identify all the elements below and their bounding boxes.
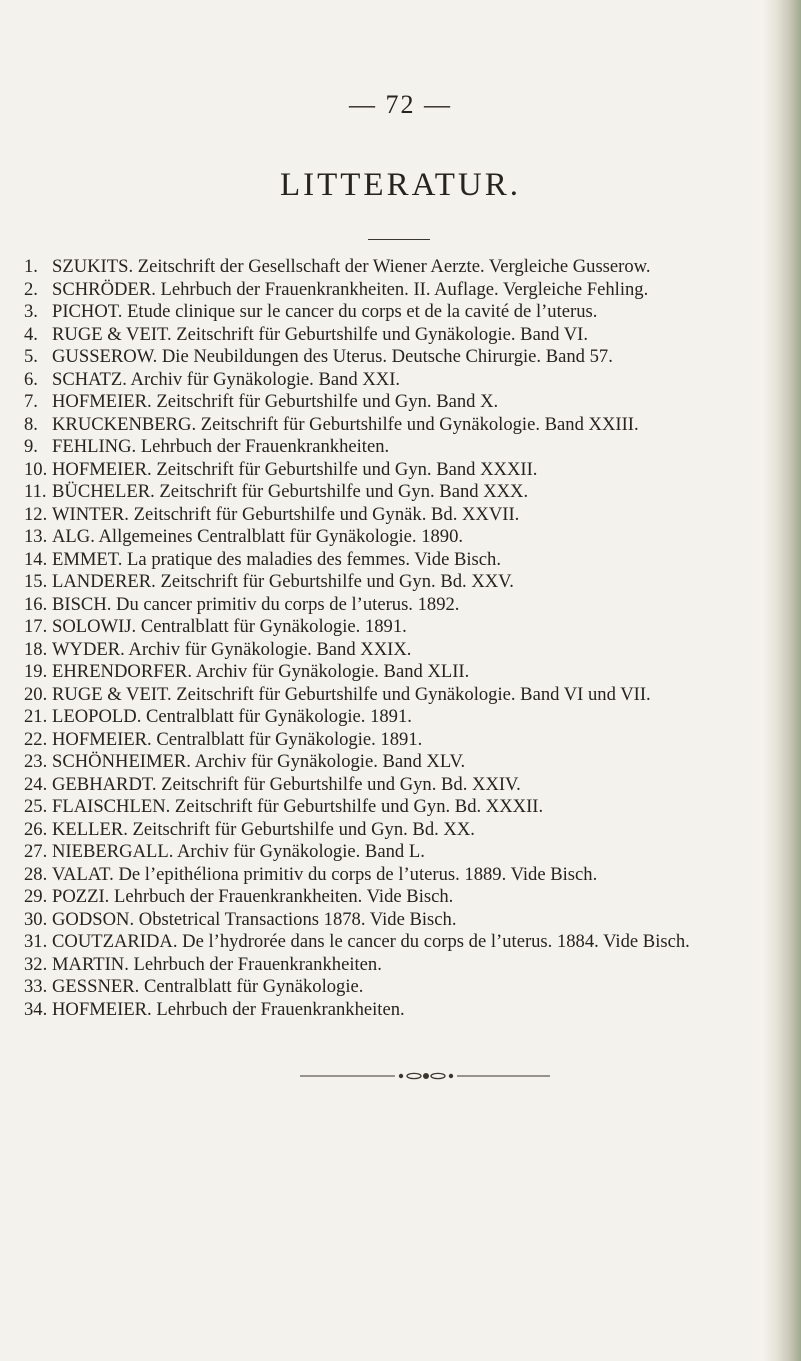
bibliography-entry xyxy=(24,369,759,392)
bibliography-entry xyxy=(24,594,759,617)
entry-text: VALAT. De l’epithéliona primitiv du corps de l’uterus. 1889. Vide Bisch. xyxy=(52,863,598,885)
entry-number: 33. xyxy=(24,976,48,997)
entry-number: 2. xyxy=(24,278,38,300)
entry-text: RUGE & VEIT. Zeitschrift für Geburtshilfe und Gynäkologie. Band VI und VII. xyxy=(52,683,651,705)
bibliography-entry xyxy=(24,481,759,504)
bibliography-entry xyxy=(24,346,759,369)
entry-number: 17. xyxy=(24,616,48,637)
bibliography-entry xyxy=(24,526,759,549)
entry-number: 8. xyxy=(24,413,38,435)
entry-text: FEHLING. Lehrbuch der Frauenkrankheiten. xyxy=(52,436,390,457)
entry-text: SCHRÖDER. Lehrbuch der Frauenkrankheiten. II. Auflage. Vergleiche Fehling. xyxy=(52,278,649,300)
entry-text: SCHÖNHEIMER. Archiv für Gynäkologie. Band XLV. xyxy=(52,751,466,772)
bibliography-entry xyxy=(24,886,759,909)
bibliography-list xyxy=(24,256,759,1021)
bibliography-entry xyxy=(24,256,759,279)
entry-number: 3. xyxy=(24,301,38,322)
entry-text: KRUCKENBERG. Zeitschrift für Geburtshilfe und Gynäkologie. Band XXIII. xyxy=(52,413,639,435)
page-number: — 72 — xyxy=(349,90,452,119)
bibliography-entry xyxy=(24,436,759,459)
entry-number: 14. xyxy=(24,548,48,570)
entry-number: 7. xyxy=(24,391,38,412)
bibliography-entry xyxy=(24,976,759,999)
entry-text: LEOPOLD. Centralblatt für Gynäkologie. 1891. xyxy=(52,706,412,727)
entry-number: 5. xyxy=(24,346,38,367)
page-edge-shadow xyxy=(763,0,801,1361)
entry-number: 21. xyxy=(24,706,48,727)
entry-text: BÜCHELER. Zeitschrift für Geburtshilfe und Gyn. Band XXX. xyxy=(52,481,529,502)
entry-number: 12. xyxy=(24,503,48,525)
entry-number: 10. xyxy=(24,458,48,480)
bibliography-entry xyxy=(24,774,759,797)
bibliography-entry xyxy=(24,301,759,324)
entry-text: FLAISCHLEN. Zeitschrift für Geburtshilfe und Gyn. Bd. XXXII. xyxy=(52,796,544,817)
closing-ornament-rule xyxy=(300,1070,550,1082)
bibliography-entry xyxy=(24,841,759,864)
entry-number: 11. xyxy=(24,481,47,502)
entry-number: 1. xyxy=(24,256,38,277)
entry-number: 26. xyxy=(24,818,48,840)
entry-number: 23. xyxy=(24,751,48,772)
entry-number: 32. xyxy=(24,953,48,975)
entry-text: SZUKITS. Zeitschrift der Gesellschaft der Wiener Aerzte. Vergleiche Gusserow. xyxy=(52,256,651,277)
entry-number: 9. xyxy=(24,436,38,457)
bibliography-entry xyxy=(24,414,759,437)
entry-text: ALG. Allgemeines Centralblatt für Gynäkologie. 1890. xyxy=(52,526,464,547)
title-divider xyxy=(368,239,430,240)
entry-number: 13. xyxy=(24,526,48,547)
entry-text: KELLER. Zeitschrift für Geburtshilfe und Gyn. Bd. XX. xyxy=(52,818,475,840)
entry-text: LANDERER. Zeitschrift für Geburtshilfe und Gyn. Bd. XXV. xyxy=(52,571,514,592)
bibliography-entry xyxy=(24,504,759,527)
entry-text: GUSSEROW. Die Neubildungen des Uterus. Deutsche Chirurgie. Band 57. xyxy=(52,346,613,367)
entry-text: HOFMEIER. Zeitschrift für Geburtshilfe und Gyn. Band XXXII. xyxy=(52,458,538,480)
entry-number: 19. xyxy=(24,661,48,682)
entry-number: 25. xyxy=(24,796,48,817)
entry-number: 30. xyxy=(24,908,48,930)
bibliography-entry xyxy=(24,391,759,414)
entry-text: MARTIN. Lehrbuch der Frauenkrankheiten. xyxy=(52,953,382,975)
bibliography-entry xyxy=(24,459,759,482)
bibliography-entry xyxy=(24,931,759,954)
entry-text: HOFMEIER. Zeitschrift für Geburtshilfe und Gyn. Band X. xyxy=(52,391,499,412)
bibliography-entry xyxy=(24,909,759,932)
entry-number: 20. xyxy=(24,683,48,705)
entry-number: 4. xyxy=(24,323,38,345)
entry-text: PICHOT. Etude clinique sur le cancer du corps et de la cavité de l’uterus. xyxy=(52,301,598,322)
entry-number: 6. xyxy=(24,368,38,390)
bibliography-entry xyxy=(24,684,759,707)
entry-text: EMMET. La pratique des maladies des femmes. Vide Bisch. xyxy=(52,548,501,570)
bibliography-entry xyxy=(24,549,759,572)
bibliography-entry xyxy=(24,864,759,887)
entry-number: 28. xyxy=(24,863,48,885)
entry-number: 22. xyxy=(24,728,48,750)
entry-text: SOLOWIJ. Centralblatt für Gynäkologie. 1891. xyxy=(52,616,407,637)
entry-text: EHRENDORFER. Archiv für Gynäkologie. Band XLII. xyxy=(52,661,470,682)
bibliography-entry xyxy=(24,954,759,977)
entry-text: WINTER. Zeitschrift für Geburtshilfe und Gynäk. Bd. XXVII. xyxy=(52,503,520,525)
bibliography-entry xyxy=(24,279,759,302)
bibliography-entry xyxy=(24,571,759,594)
entry-number: 34. xyxy=(24,998,48,1020)
entry-text: GESSNER. Centralblatt für Gynäkologie. xyxy=(52,976,364,997)
entry-number: 31. xyxy=(24,931,48,952)
bibliography-entry xyxy=(24,729,759,752)
entry-number: 24. xyxy=(24,773,48,795)
entry-text: HOFMEIER. Centralblatt für Gynäkologie. 1891. xyxy=(52,728,423,750)
entry-text: NIEBERGALL. Archiv für Gynäkologie. Band L. xyxy=(52,841,425,862)
bibliography-entry xyxy=(24,661,759,684)
bibliography-entry xyxy=(24,706,759,729)
entry-text: POZZI. Lehrbuch der Frauenkrankheiten. Vide Bisch. xyxy=(52,886,454,907)
entry-text: COUTZARIDA. De l’hydrorée dans le cancer du corps de l’uterus. 1884. Vide Bisch. xyxy=(52,931,690,952)
entry-text: RUGE & VEIT. Zeitschrift für Geburtshilfe und Gynäkologie. Band VI. xyxy=(52,323,589,345)
entry-text: GODSON. Obstetrical Transactions 1878. Vide Bisch. xyxy=(52,908,457,930)
entry-text: BISCH. Du cancer primitiv du corps de l’uterus. 1892. xyxy=(52,593,460,615)
bibliography-entry xyxy=(24,324,759,347)
bibliography-entry xyxy=(24,819,759,842)
entry-number: 27. xyxy=(24,841,48,862)
entry-number: 18. xyxy=(24,638,48,660)
bibliography-entry xyxy=(24,751,759,774)
bibliography-entry xyxy=(24,999,759,1022)
entry-text: WYDER. Archiv für Gynäkologie. Band XXIX. xyxy=(52,638,412,660)
bibliography-entry xyxy=(24,639,759,662)
page-title: LITTERATUR. xyxy=(279,167,522,203)
entry-text: HOFMEIER. Lehrbuch der Frauenkrankheiten. xyxy=(52,998,405,1020)
entry-text: SCHATZ. Archiv für Gynäkologie. Band XXI. xyxy=(52,368,401,390)
entry-text: GEBHARDT. Zeitschrift für Geburtshilfe und Gyn. Bd. XXIV. xyxy=(52,773,521,795)
entry-number: 16. xyxy=(24,593,48,615)
bibliography-entry xyxy=(24,616,759,639)
entry-number: 29. xyxy=(24,886,48,907)
entry-number: 15. xyxy=(24,571,48,592)
bibliography-entry xyxy=(24,796,759,819)
